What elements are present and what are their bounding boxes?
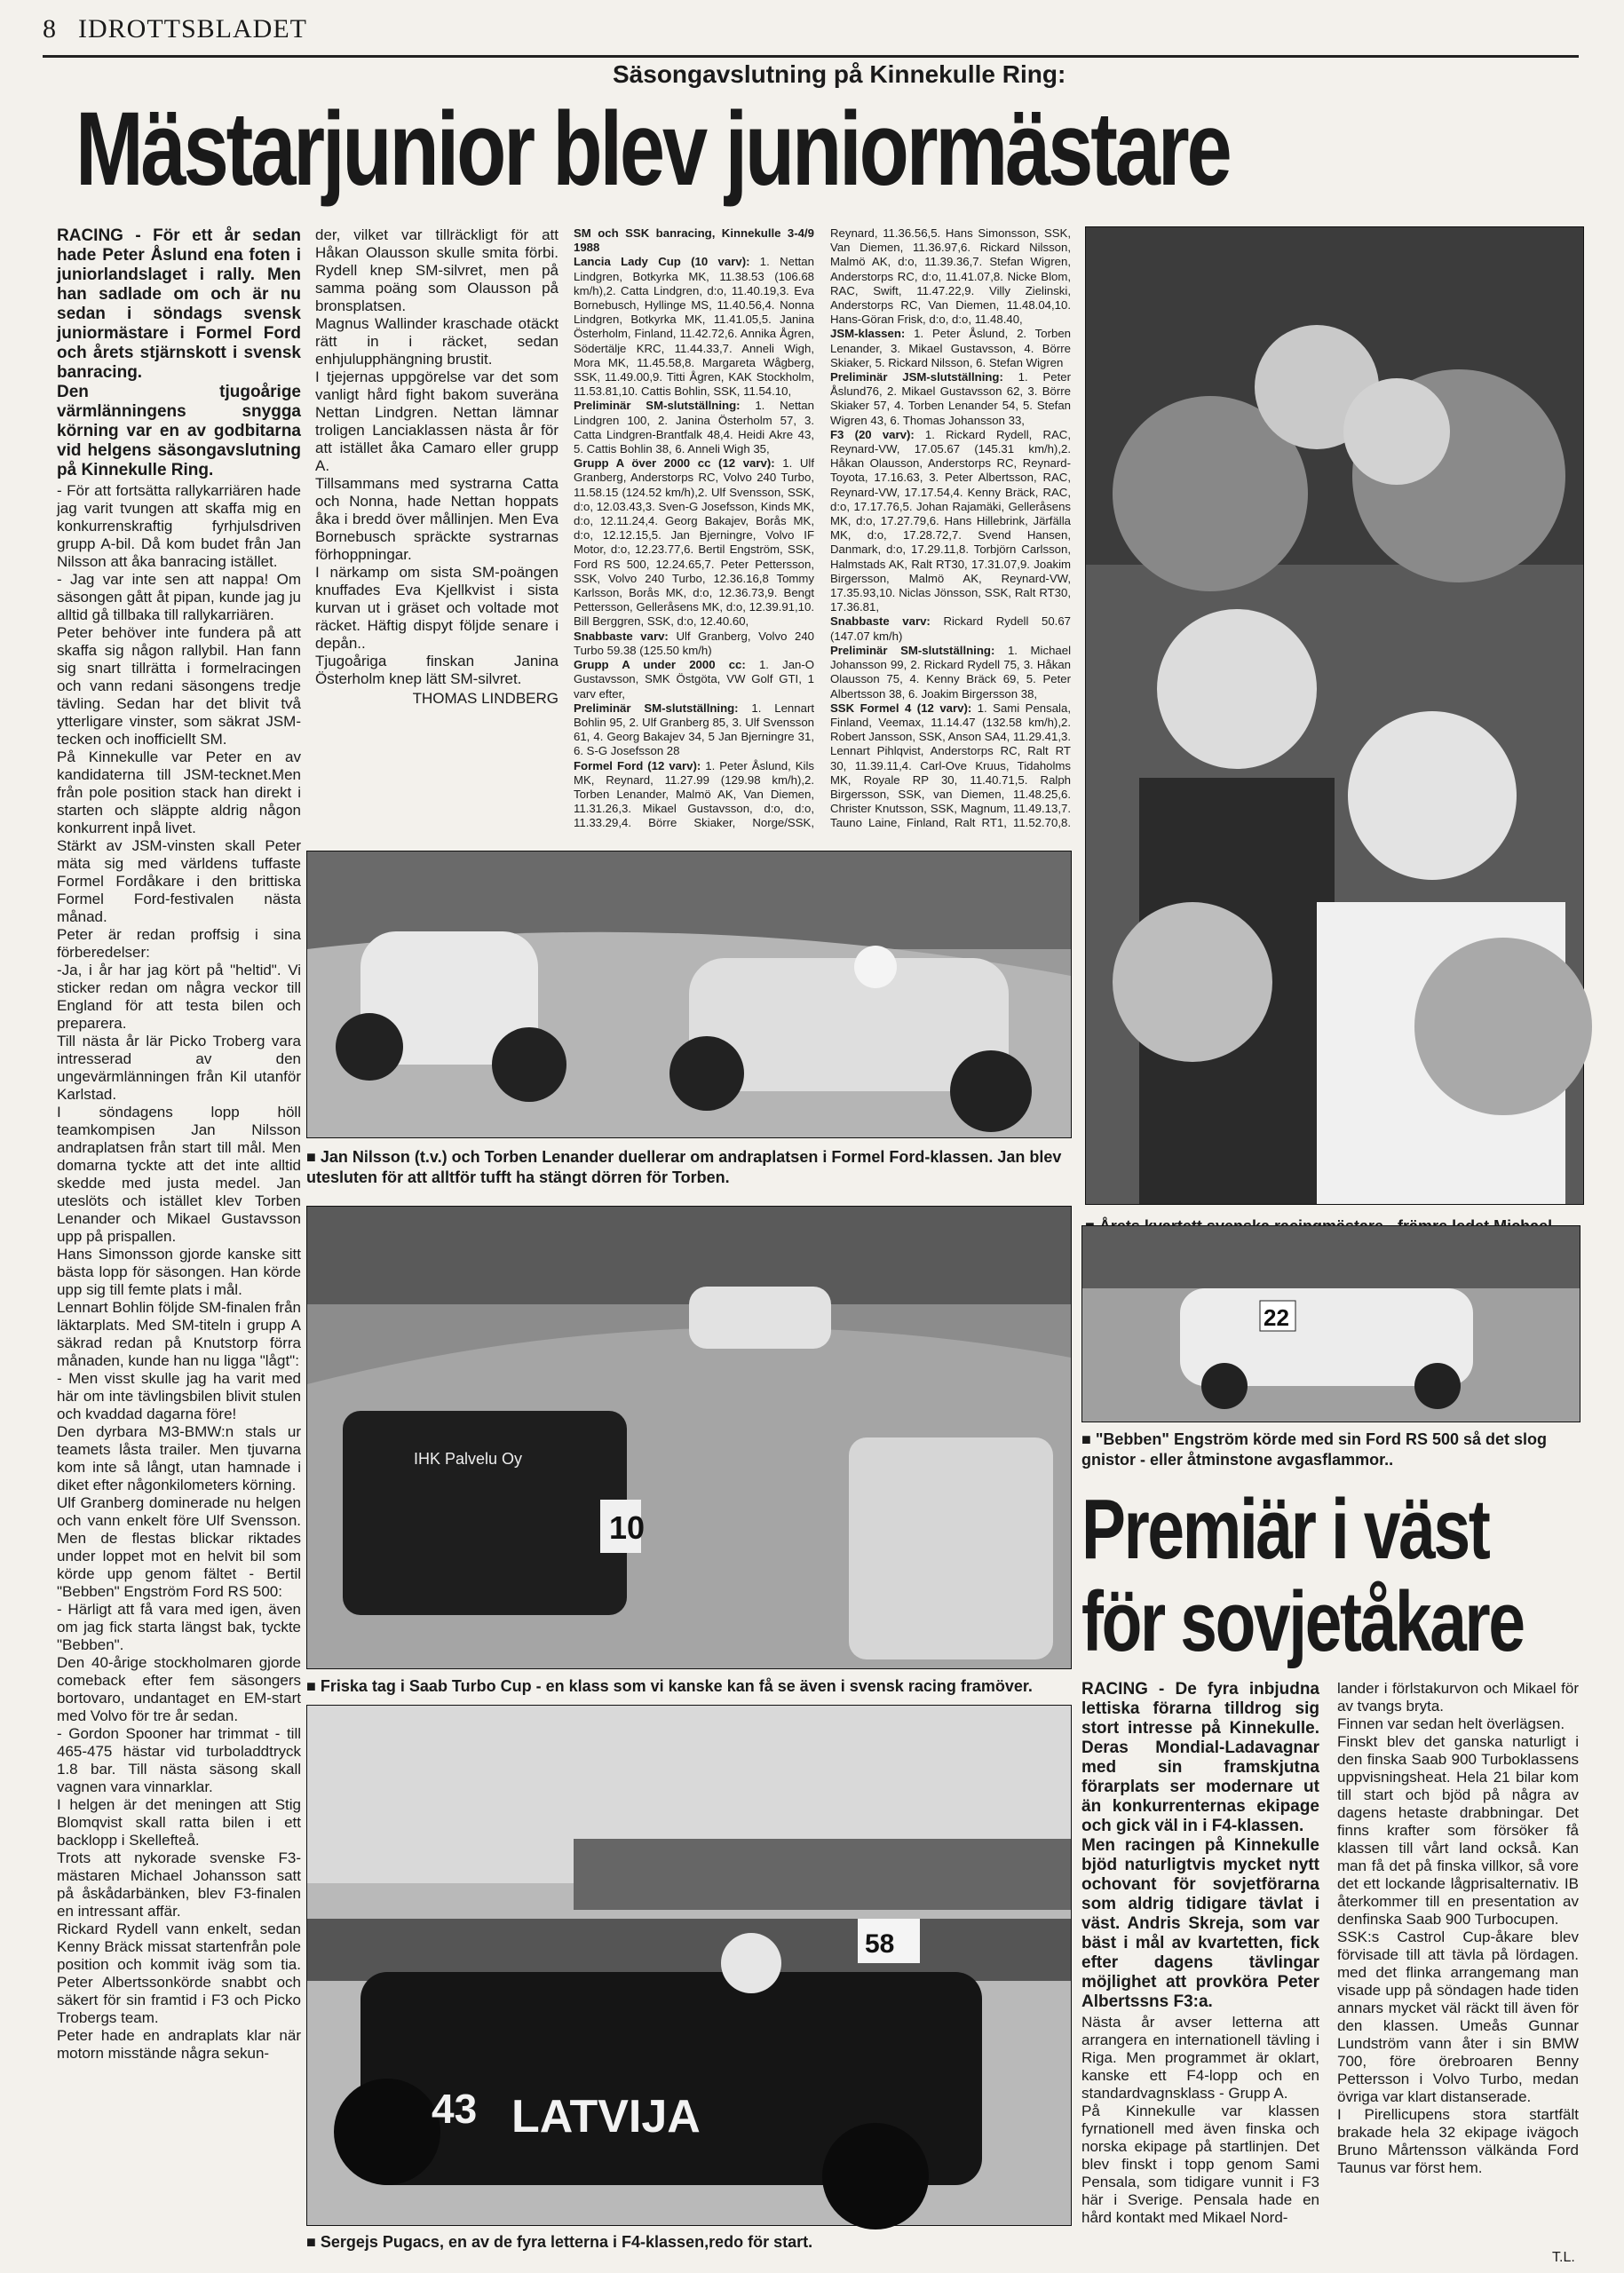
- car-number: 10: [609, 1509, 646, 1546]
- result-text: 1. Sami Pensala, Finland, Veemax, 11.14.47 (132.58 km/h),2. Robert Jansson, SSK, Anson SA4, 11.29.41,3. Lennart Pihlqvist, Anderstorps RC, Ralt RT 30, 11.39.11,4. Carl-Ove Kruus, Tidaholms MK, Royale RP 30, 11.40.71,5. Ralph Birgersson, SSK, van Diemen, 11.48.25,6. Christer Knutsson, SSK, Magnum, 11.49.13,7. Tauno Laine, Finland, Ralt RT1, 11.52.70,8.: [830, 701, 1072, 830]
- article2-column-2: [1337, 1680, 1579, 2248]
- formel-ford-photo: [306, 851, 1072, 1138]
- page-header: [43, 12, 1579, 58]
- result-text: 1. Peter Åslund76, 2. Mikael Gustavsson 62, 3. Börre Skiaker 57, 4. Torben Lenander 54, 5. Stefan Wigren 43, 6. Thomas Johansson 33,: [830, 370, 1074, 427]
- result-text: 1. Peter Åslund, Kils MK, Reynard, 11.27.99 (129.98 km/h),2. Torben Lenander, Malmö AK, Van Diemen, 11.31.26,3. Mikael Gustavsson, d:o, d:o, 11.33.29,4. Börre Skiaker, Norge/SSK, Reynard, 11.36.56,5. Hans Simonsson, SSK, Van Diemen, 11.36.97,6. Rickard Nilsson, Malmö AK, d:o, 11.39.36,7. Stefan Wigren, Anderstorps RC, d:o, 11.41.07,8. Nicke Blom, RAC, Swift, 11.47.22,9. Villy Zielinski, Anderstorps RC, Van Diemen, 11.48.04,10. Hans-Göran Frisk, d:o, d:o, 11.48.40,: [574, 226, 1074, 830]
- result-entry: [574, 255, 818, 399]
- saab-illustration: [307, 1207, 1071, 1668]
- podium-photo-illustration: [1086, 227, 1583, 1204]
- headline: Mästarjunior blev juniormästare: [75, 91, 1230, 208]
- formel-ford-caption: ■ Jan Nilsson (t.v.) och Torben Lenander duellerar om andraplatsen i Formel Ford-klassen. Jan blev utesluten för att alltför tufft ha stängt dörren för Torben.: [306, 1148, 1062, 1186]
- result-text: 1. Nettan Lindgren, Botkyrka MK, 11.38.53 (106.68 km/h),2. Catta Lindgren, d:o, 11.40.19,3. Eva Bornebusch, Hyllinge MS, 11.40.56,4. Nonna Lindgren, Botkyrka MK, 11.41.05,5. Janina Österholm, Finland, 11.42.72,6. Annika Ågren, Södertälje KRC, 11.44.33,7. Anneli Wigh, Mora MK, 11.45.58,8. Margareta Wågberg, SSK, 11.49.00,9. Titti Ågren, KAK Stockholm, 11.53.81,10. Cattis Bohlin, SSK, 11.54.10,: [574, 255, 818, 399]
- caption-text: Sergejs Pugacs, en av de fyra letterna i F4-klassen,redo för start.: [320, 2233, 813, 2251]
- article2-body-b: lander i förlstakurvon och Mikael för av tvangs bryta. Finnen var sedan helt överlägsen. Finskt blev det ganska naturligt i den finska Saab 900 Turboklassens uppvisningsheat. Hela 21 bilar kom till start och bjöd på några av dagens hetaste drabbningar. Det finns krafter som försöker få klassen till vårt land också. Kan man få det på finska villkor, så vore det ett lockande lågprisalternativ. IB återkommer till en presentation av denfinska Saab 900 Turbocupen. SSK:s Castrol Cup-åkare blev förvisade till att tävla på lördagen. med det flinka arrangemang man visade upp på söndagen hade tiden annars mycket väl räckt till även för den klassen. Umeås Gunnar Lundström vann åter i sin BMW 700, före örebroaren Benny Pettersson i Volvo Turbo, medan övriga var klart distanserade. I Pirellicupens stora startfält brakade hela 32 ekipage ivägoch Bruno Mårtensson välkända Ford Taunus var först hem.: [1337, 1680, 1579, 2176]
- result-text: 1. Peter Åslund, 2. Torben Lenander, 3. Mikael Gustavsson, 4. Börre Skiaker, 5. Rickard Nilsson, 6. Stefan Wigren: [830, 327, 1074, 369]
- f4-illustration: [307, 1706, 1071, 2225]
- article-column-1: [57, 226, 301, 2269]
- f4-photo: [306, 1705, 1072, 2226]
- page-number: 8: [43, 14, 56, 44]
- result-entry: [574, 456, 818, 629]
- body-text: - För att fortsätta rallykarriären hade jag varit tvungen att skaffa mig en konkurrenskraftig fyrhjulsdriven grupp A-bil. Då kom budet från Jan Nilsson att åka banracing istället. - Jag var inte sen att nappa! Om säsongen gått åt pipan, kunde jag ju alltid gå tillbaka till rallykarriären. Peter behöver inte fundera på att skaffa sig någon rallybil. Han fann sig snart tillrätta i formelracingen och vann redani säsongens tredje tävling. Sedan har det blivit två ytterligare vinster, som säkrat JSM-tecken och inofficiellt SM. På Kinnekulle var Peter en av kandidaterna till JSM-tecknet.Men från pole position stack han direkt i starten och släppte aldrig någon konkurrent inpå livet. Stärkt av JSM-vinsten skall Peter mäta sig med världens tuffaste Formel Fordåkare i den brittiska Formel Ford-festivalen nästa månad. Peter är redan proffsig i sina förberedelser: -Ja, i år har jag kört på "heltid". Vi sticker redan om några veckor till England för att testa bilen och preparera. Till nästa år lär Picko Troberg vara intresserad av den ungevärmlänningen från Kil utanför Karlstad. I söndagens lopp höll teamkompisen Jan Nilsson andraplatsen från start till mål. Men domarna tyckte att det inte alltid skedde med justa medel. Jan uteslöts och istället klev Torben Lenander och Mikael Gustavsson upp på prispallen. Hans Simonsson gjorde kanske sitt bästa lopp för säsongen. Han körde upp sig till femte plats i mål. Lennart Bohlin följde SM-finalen från läktarplats. Med SM-titeln i grupp A säkrad redan på Knutstorp förra månaden, kunde han nu ligga "lågt": - Men visst skulle jag ha varit med här om inte tävlingsbilen blivit stulen och kvaddad dagarna före! Den dyrbara M3-BMW:n stals ur teamets låsta trailer. Men tjuvarna kom inte så långt, utan hamnade i diket efter någonkilometers körning. Ulf Granberg dominerade nu helgen och vann enkelt före Ulf Svensson. Men de flestas blickar riktades under loppet mot en helvit bil som körde upp genom fältet - Bertil "Bebben" Engström Ford RS 500: - Härligt att få vara med igen, även om jag fick starta längst bak, tyckte "Bebben". Den 40-årige stockholmaren gjorde comeback efter fem säsongers bortovaro, undantaget en EM-start med Volvo för tre år sedan. - Gordon Spooner har trimmat - till 465-475 hästar vid turboladdtryck 1.8 bar. Till nästa säsong skall vagnen vara vinnarklar. I helgen är det meningen att Stig Blomqvist skall ratta bilen i ett backlopp i Skellefteå. Trots att nykorade svenske F3-mästaren Michael Johansson satt på åskådarbänken, blev F3-finalen en intressant affär. Rickard Rydell vann enkelt, sedan Kenny Bräck missat startenfrån pole position och kommit iväg som tia. Peter Albertssonkörde snabbt och säkert för sin framtid i F3 och Picko Trobergs team. Peter hade en andraplats klar när motorn misstände några sekun-: [57, 482, 301, 2062]
- car-number-58: 58: [865, 1929, 895, 1959]
- result-text: 1. Lennart Bohlin 95, 2. Ulf Granberg 85, 3. Ulf Svensson 61, 4. Georg Bakajev 34, 5 Jan Bjerningre 31, 6. S-G Josefsson 28: [574, 701, 818, 758]
- kicker: Säsongavslutning på Kinnekulle Ring:: [613, 60, 1066, 88]
- article2-headline-line2: för sovjetåkare: [1081, 1574, 1524, 1669]
- rs500-illustration: [1082, 1226, 1580, 1422]
- lead-paragraph: RACING - För ett år sedan hade Peter Åslund ena foten i juniorlandslaget i rally. Men han sadlade om och är nu sedan i söndags svensk juniormästare i Formel Ford och årets stjärnskott i svensk banracing. Den tjugoårige värmlänningens snygga körning var en av godbitarna vid helgens säsongavslutning på Kinnekulle Ring.: [57, 226, 301, 479]
- article2-column-1: [1081, 1680, 1319, 2257]
- rs500-photo: [1081, 1225, 1580, 1422]
- car-number-22: 22: [1264, 1304, 1289, 1331]
- results-list-b: [574, 226, 1074, 839]
- result-heading: Grupp A under 2000 cc:: [574, 658, 759, 672]
- caption-text: Jan Nilsson (t.v.) och Torben Lenander duellerar om andraplatsen i Formel Ford-klassen. Jan blev utesluten för att alltför tufft ha stängt dörren för Torben.: [306, 1148, 1062, 1186]
- podium-photo: [1085, 226, 1584, 1205]
- result-heading: Preliminär SM-slutställning:: [574, 701, 752, 715]
- car-number-43: 43: [432, 2086, 478, 2132]
- article2-headline-line1: Premiär i väst: [1081, 1482, 1489, 1577]
- result-entry: [574, 629, 818, 658]
- result-text: 1. Michael Johansson 99, 2. Rickard Rydell 75, 3. Håkan Olausson 75, 4. Kenny Bräck 69, 5. Peter Albertsson 38, 6. Joakim Birgersson 38,: [830, 643, 1074, 701]
- result-text: 1. Nettan Lindgren 100, 2. Janina Österholm 57, 3. Catta Lindgren-Brantfalk 48,4. Heidi Akre 43, 5. Cattis Bohlin 38, 6. Anneli Wigh 35,: [574, 399, 818, 456]
- result-entry: [574, 399, 818, 456]
- body-text: der, vilket var tillräckligt för att Håkan Olausson skulle smita förbi. Rydell knep SM-silvret, men på samma poäng som Olausson på bronsplatsen. Magnus Wallinder kraschade otäckt rätt in i räcket, sedan enhjulupphängning brustit. I tjejernas uppgörelse var det som vanligt hård fight bakom suveräna Nettan Lindgren. Nettan lämnar troligen Lanciaklassen nästa år för att istället åka Camaro eller grupp A. Tillsammans med systrarna Catta och Nonna, hade Nettan hoppats åka i bredd över mållinjen. Men Eva Bornebusch spräckte systrarnas förhoppningar. I närkamp om sista SM-poängen knuffades Eva Kjellkvist i sista kurvan ut i gräset och voltade mot räcket. Häftig dispyt följde senare i depån.. Tjugoåriga finskan Janina Österholm knep lätt SM-silvret.: [315, 226, 558, 687]
- result-heading: Snabbaste varv:: [574, 629, 677, 643]
- signature: T.L.: [1552, 2250, 1575, 2265]
- caption-text: "Bebben" Engström körde med sin Ford RS 500 så det slog gnistor - eller åtminstone avgasflammor..: [1081, 1430, 1548, 1469]
- rs500-caption: ■ "Bebben" Engström körde med sin Ford RS 500 så det slog gnistor - eller åtminstone avgasflammor..: [1081, 1430, 1548, 1469]
- article-column-2: [315, 226, 558, 706]
- latvija-text: LATVIJA: [511, 2091, 701, 2142]
- result-entry: [830, 327, 1074, 370]
- result-entry: [574, 701, 818, 759]
- newspaper-name: IDROTTSBLADET: [78, 14, 307, 44]
- result-entry: [830, 427, 1074, 615]
- result-entry: [830, 643, 1074, 701]
- result-heading: Lancia Lady Cup (10 varv):: [574, 255, 760, 269]
- caption-text: Friska tag i Saab Turbo Cup - en klass som vi kanske kan få se även i svensk racing framöver.: [320, 1677, 1033, 1695]
- result-heading: JSM-klassen:: [830, 327, 915, 341]
- result-entry: [574, 658, 818, 701]
- result-entry: [830, 614, 1074, 643]
- result-heading: Preliminär SM-slutställning:: [574, 399, 756, 413]
- result-heading: SSK Formel 4 (12 varv):: [830, 701, 978, 715]
- byline: THOMAS LINDBERG: [412, 690, 558, 707]
- sponsor-text: IHK Palvelu Oy: [414, 1450, 523, 1468]
- result-text: Rickard Rydell 50.67 (147.07 km/h): [830, 614, 1074, 643]
- result-text: Ulf Granberg, Volvo 240 Turbo 59.38 (125.50 km/h): [574, 629, 818, 657]
- saab-photo: [306, 1206, 1072, 1669]
- result-text: 1. Jan-O Gustavsson, SMK Östgöta, VW Golf GTI, 1 varv efter,: [574, 658, 818, 701]
- article2-body-a: Nästa år avser letterna att arrangera en internationell tävling i Riga. Men programmet är oklart, kanske ett F4-lopp och en standardvagnsklass - Grupp A. På Kinnekulle var klassen fyrnationell med även finska och norska ekipage på startlinjen. Det blev finskt i topp genom Sami Pensala, som tidigare vunnit i F3 här i Sverige. Pensala hade en hård kontakt med Mikael Nord-: [1081, 2014, 1319, 2226]
- result-heading: F3 (20 varv):: [830, 427, 925, 441]
- result-entry: [830, 370, 1074, 428]
- formel-ford-illustration: [307, 851, 1071, 1137]
- f4-caption: ■ Sergejs Pugacs, en av de fyra letterna i F4-klassen,redo för start.: [306, 2233, 813, 2251]
- result-text: 1. Rickard Rydell, RAC, Reynard-VW, 17.05.67 (145.31 km/h),2. Håkan Olausson, Anderstorps RC, Reynard-Toyota, 17.16.63, 3. Peter Albertsson, RAC, Reynard-VW, 17.17.54,4. Kenny Bräck, RAC, d:o, 17.17.76,5. Johan Rajamäki, Gelleråsens MK, d:o, 17.27.79,6. Hans Hillebrink, Järfälla MK, d:o, 17.28.72,7. Svend Hansen, Danmark, d:o, 17.29.11,8. Torbjörn Carlsson, Halmstads AK, Ralt RT30, 17.31.07,9. Joakim Birgersson, Malmö AK, Reynard-VW, 17.35.93,10. Niclas Jönsson, SSK, Ralt RT30, 17.36.81,: [830, 427, 1074, 614]
- saab-caption: ■ Friska tag i Saab Turbo Cup - en klass som vi kanske kan få se även i svensk racing framöver.: [306, 1677, 1033, 1695]
- result-text: 1. Ulf Granberg, Anderstorps RC, Volvo 240 Turbo, 11.58.15 (124.52 km/h),2. Ulf Svensson, SSK, d:o, 12.03.43,3. Sven-G Josefsson, Kinds MK, d:o, 12.11.24,4. Georg Bakajev, Borås MK, d:o, 12.12.15,5. Jan Bjerningre, Volvo IF Motor, d:o, 12.23.77,6. Bertil Engström, SSK, Ford RS 500, 12.24.65,7. Peter Pettersson, SSK, Volvo 240 Turbo, 12.36.16,8 Tommy Karlsson, Borås MK, d:o, 12.36.73,9. Bengt Pettersson, Gelleråsens MK, d:o, 12.39.91,10. Bill Berggren, SSK, d:o, 12.40.60,: [574, 456, 818, 629]
- result-entry: [574, 226, 814, 255]
- result-heading: Formel Ford (12 varv):: [574, 758, 706, 772]
- result-heading: Grupp A över 2000 cc (12 varv):: [574, 456, 783, 471]
- result-heading: Preliminär SM-slutställning:: [830, 643, 1008, 657]
- result-heading: SM och SSK banracing, Kinnekulle 3-4/9 1988: [574, 226, 814, 255]
- article2-lead: RACING - De fyra inbjudna lettiska förarna tilldrog sig stort intresse på Kinnekulle. Deras Mondial-Ladavagnar med sin framskjutna förarplats ser modernare ut än konkurrenternas ekipage och gick väl in i F4-klassen. Men racingen på Kinnekulle bjöd naturligtvis mycket nytt ochovant för sovjetförarna som aldrig tidigare tävlat i väst. Andris Skreja, som var bäst i mål av kvartetten, fick efter dagens tävlingar möjlighet att provköra Peter Albertssns F3:a.: [1081, 1680, 1319, 2011]
- result-heading: Snabbaste varv:: [830, 614, 944, 629]
- result-heading: Preliminär JSM-slutställning:: [830, 370, 1018, 384]
